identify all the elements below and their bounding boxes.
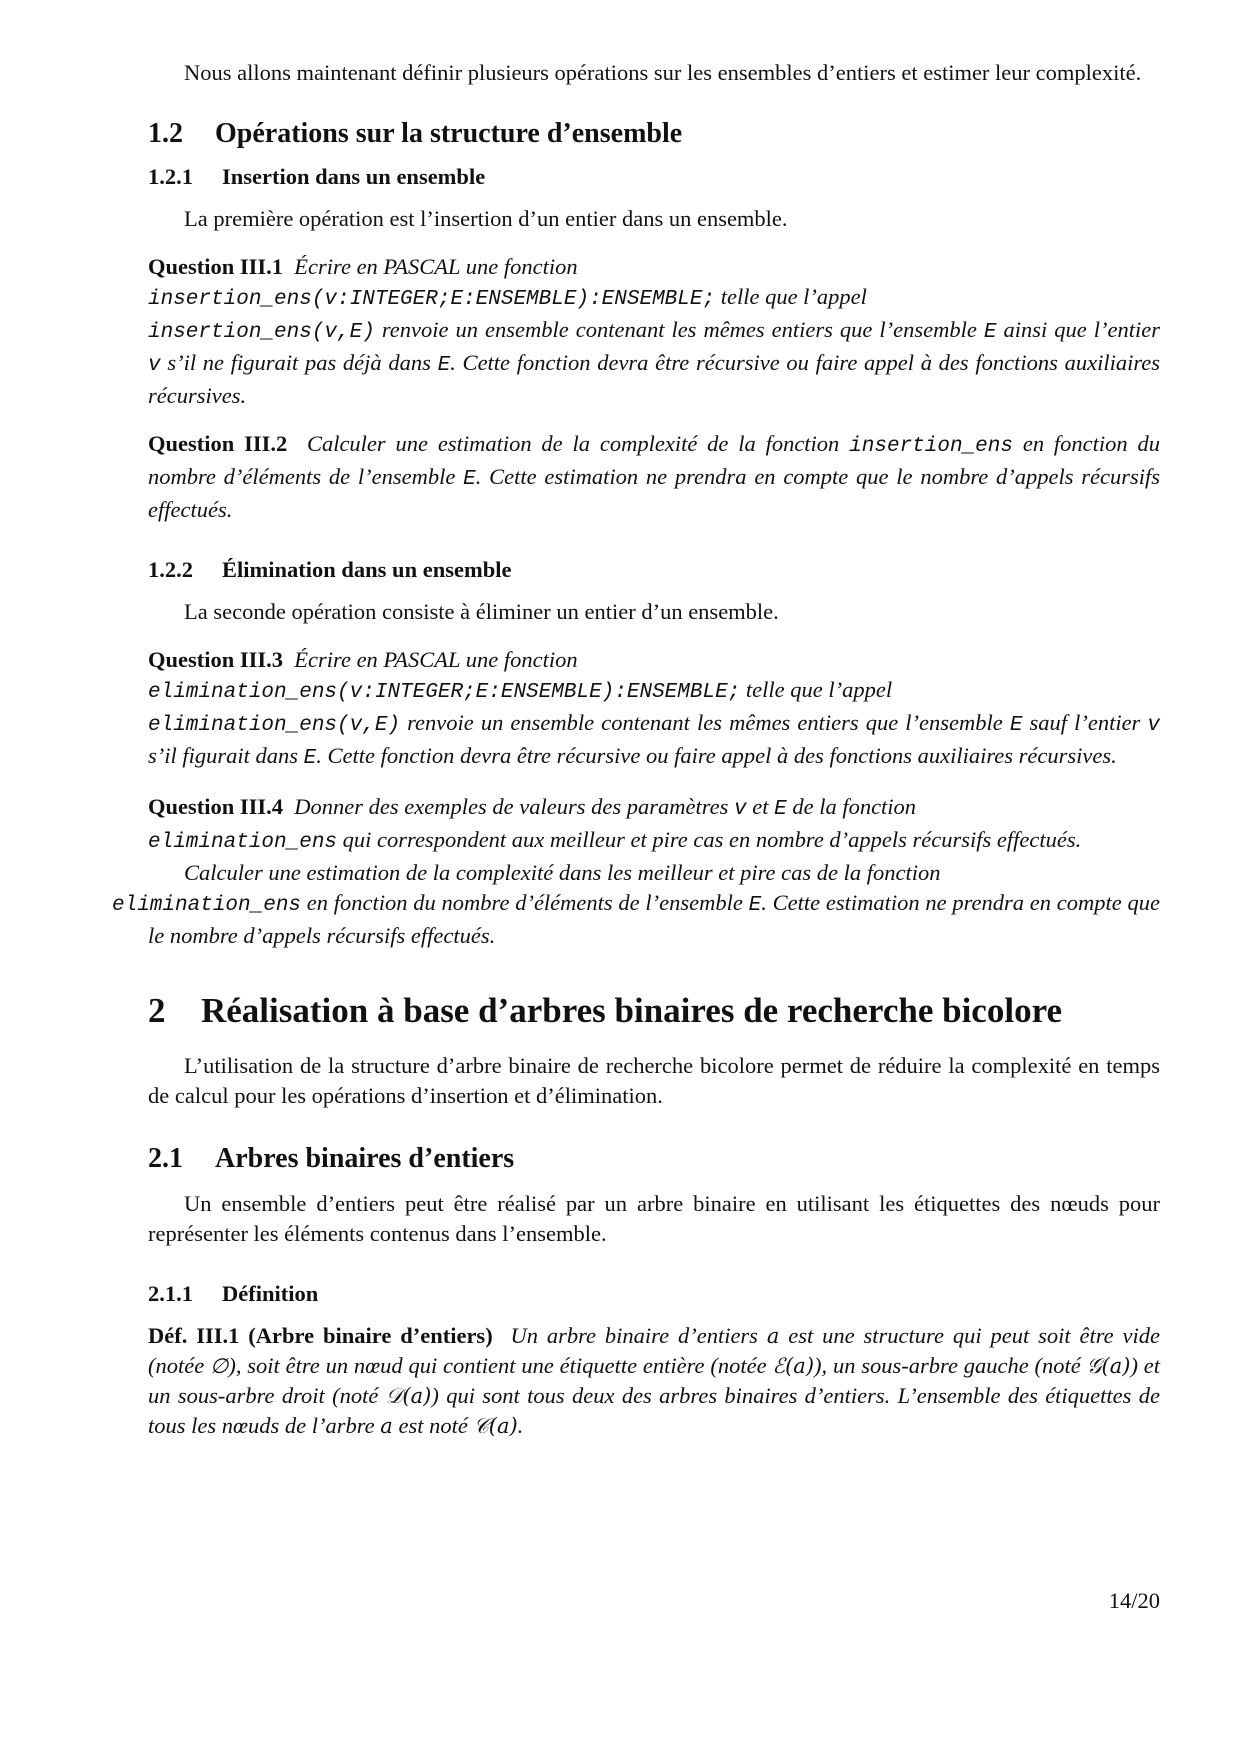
code-function: elimination_ens — [148, 831, 338, 854]
code-var: E — [774, 798, 787, 821]
definition-text: est noté — [392, 1413, 474, 1438]
question-text: . Cette fonction devra être récursive ou faire appel à des fonctions auxiliaires récursives. — [148, 350, 1161, 408]
code-var: v — [733, 798, 747, 821]
section-number: 2.1 — [148, 1143, 183, 1174]
page-content — [112, 58, 1161, 1441]
subsection-heading-1-2-2 — [148, 555, 1160, 585]
question-III-2 — [148, 429, 1160, 525]
code-call: insertion_ens(v,E) — [148, 321, 375, 344]
code-var: E — [748, 894, 762, 917]
subsection-number: 1.2.1 — [148, 164, 193, 189]
question-text: s’il figurait dans — [148, 743, 304, 768]
math-left-subtree-G: 𝒢(a) — [1086, 1354, 1131, 1378]
definition-text: . — [517, 1413, 524, 1438]
question-text: . Cette fonction devra être récursive ou faire appel à des fonctions auxiliaires récursives. — [316, 743, 1117, 768]
definition-text: ) qui sont tous deux des arbres binaires d’entiers. L’ensemble des étiquettes de tous les nœuds de l’arbre — [148, 1383, 1160, 1438]
question-label: Question III.1 — [148, 254, 284, 279]
code-var: E — [303, 747, 317, 770]
question-text: Calculer une estimation de la complexité dans les meilleur et pire cas de la fonction — [184, 860, 941, 885]
subsection-number: 1.2.2 — [148, 557, 193, 582]
subsection-title: Élimination dans un ensemble — [222, 557, 512, 582]
math-a: a — [380, 1414, 393, 1438]
question-III-4 — [148, 792, 1160, 858]
code-call: elimination_ens(v,E) — [148, 714, 401, 737]
question-text: Écrire en PASCAL une fonction — [294, 254, 578, 279]
question-label: Question III.2 — [148, 431, 288, 456]
code-function: elimination_ens — [112, 894, 302, 917]
question-III-3 — [148, 645, 1160, 774]
definition-III-1 — [148, 1321, 1160, 1441]
code-signature: elimination_ens(v:INTEGER;E:ENSEMBLE):ENSEMBLE; — [148, 681, 741, 704]
math-label-set-C: 𝒞(a) — [473, 1414, 518, 1438]
section-heading-2-1 — [148, 1141, 1160, 1177]
section-title: Réalisation à base d’arbres binaires de recherche bicolore — [201, 991, 1063, 1030]
code-var: E — [437, 354, 451, 377]
question-text: telle que l’appel — [740, 677, 893, 702]
question-text: de la fonction — [786, 794, 917, 819]
code-var: E — [463, 468, 476, 491]
subsection-number: 2.1.1 — [148, 1281, 193, 1306]
insertion-intro: La première opération est l’insertion d’un entier dans un ensemble. — [184, 206, 788, 231]
question-text: renvoie un ensemble contenant les mêmes entiers que l’ensemble — [400, 710, 1010, 735]
section-title: Opérations sur la structure d’ensemble — [215, 118, 683, 149]
question-label: Question III.4 — [148, 794, 284, 819]
definition-text: ), un sous-arbre gauche (noté — [814, 1353, 1087, 1378]
question-text: en fonction du nombre d’éléments de l’ensemble — [301, 890, 749, 915]
intro-paragraph: Nous allons maintenant définir plusieurs opérations sur les ensembles d’entiers et estimer leur complexité. — [184, 60, 1142, 85]
question-label: Question III.3 — [148, 647, 284, 672]
question-text: en fonction du nombre d’éléments de l’ensemble — [148, 431, 1160, 489]
section-number: 2 — [148, 991, 166, 1030]
code-var: v — [1147, 714, 1160, 737]
code-var: E — [1009, 714, 1023, 737]
question-text: renvoie un ensemble contenant les mêmes entiers que l’ensemble — [374, 317, 984, 342]
definition-text: est une structure qui peut soit être vide (notée — [148, 1323, 1160, 1378]
question-text: Écrire en PASCAL une fonction — [294, 647, 578, 672]
math-empty-set: ∅ — [210, 1354, 229, 1378]
question-text: Calculer une estimation de la complexité de la fonction — [306, 431, 850, 456]
question-III-4-part2 — [112, 858, 1161, 951]
question-text: s’il ne figurait pas déjà dans — [160, 350, 438, 375]
math-label-E: ℰ(a) — [772, 1354, 815, 1378]
question-text: sauf l’entier — [1022, 710, 1148, 735]
math-a: a — [766, 1324, 780, 1348]
section-2-intro: L’utilisation de la structure d’arbre binaire de recherche bicolore permet de réduire la complexité en temps de calcul pour les opérations d’insertion et d’élimination. — [148, 1053, 1160, 1108]
question-text: . Cette estimation ne prendra en compte que le nombre d’appels récursifs effectués. — [148, 890, 1161, 948]
question-text: Donner des exemples de valeurs des paramètres — [294, 794, 734, 819]
question-text: qui correspondent aux meilleur et pire cas en nombre d’appels récursifs effectués. — [337, 827, 1082, 852]
section-number: 1.2 — [148, 118, 183, 149]
page-number: 14/20 — [1108, 1588, 1160, 1613]
definition-text: ) et un sous-arbre droit (noté — [148, 1353, 1161, 1408]
definition-label: Déf. III.1 (Arbre binaire d’entiers) — [148, 1323, 493, 1348]
section-title: Arbres binaires d’entiers — [215, 1143, 515, 1174]
definition-text: ), soit être un nœud qui contient une étiquette entière (notée — [228, 1353, 773, 1378]
elimination-intro: La seconde opération consiste à éliminer un entier d’un ensemble. — [184, 599, 779, 624]
question-text: . Cette estimation ne prendra en compte que le nombre d’appels récursifs effectués. — [148, 464, 1160, 522]
code-var: E — [983, 321, 997, 344]
code-var: v — [148, 354, 161, 377]
subsection-title: Insertion dans un ensemble — [222, 164, 486, 189]
math-right-subtree-D: 𝒟(a) — [385, 1384, 432, 1408]
section-heading-2 — [148, 989, 1160, 1033]
question-text: et — [746, 794, 775, 819]
subsection-title: Définition — [222, 1281, 319, 1306]
question-text: ainsi que l’entier — [996, 317, 1160, 342]
code-signature: insertion_ens(v:INTEGER;E:ENSEMBLE):ENSEMBLE; — [148, 288, 716, 311]
question-text: telle que l’appel — [715, 284, 867, 309]
section-heading-1-2 — [148, 116, 1160, 152]
subsection-heading-1-2-1 — [148, 162, 1160, 192]
definition-text: Un arbre binaire d’entiers — [510, 1323, 767, 1348]
question-III-1 — [148, 252, 1160, 411]
section-2-1-intro: Un ensemble d’entiers peut être réalisé par un arbre binaire en utilisant les étiquettes des nœuds pour représenter les éléments contenus dans l’ensemble. — [148, 1191, 1160, 1246]
subsection-heading-2-1-1 — [148, 1279, 1160, 1309]
code-function: insertion_ens — [849, 435, 1013, 458]
